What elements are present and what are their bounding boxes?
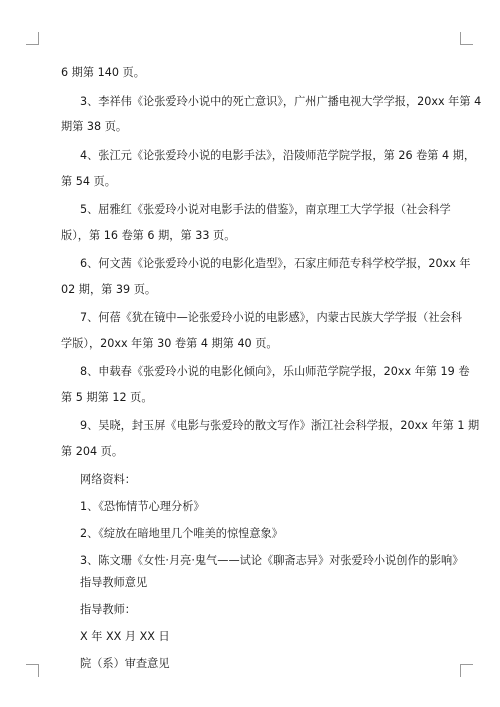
reference-line: 5、屈雅红《张爱玲小说对电影手法的借鉴》，南京理工大学学报（社会科学: [80, 203, 451, 216]
reference-line: 第 204 页。: [61, 445, 124, 458]
corner-mark-bottom-left: [26, 664, 39, 677]
online-reference-line: 3、陈文珊《女性·月亮·鬼气——试论《聊斋志异》对张爱玲小说创作的影响》: [80, 554, 464, 567]
reference-line: 6 期第 140 页。: [61, 66, 145, 79]
advisor-opinion-heading: 指导教师意见: [80, 576, 148, 589]
date-line: X 年 XX 月 XX 日: [80, 630, 170, 643]
reference-line: 8、申载春《张爱玲小说的电影化倾向》，乐山师范学院学报，20xx 年第 19 卷: [80, 365, 470, 378]
reference-line: 版），第 16 卷第 6 期，第 33 页。: [61, 229, 236, 242]
reference-line: 6、何文茜《论张爱玲小说的电影化造型》，石家庄师范专科学校学报，20xx 年: [80, 257, 471, 270]
reference-line: 期第 38 页。: [61, 120, 128, 133]
corner-mark-bottom-right: [460, 664, 473, 677]
reference-line: 02 期，第 39 页。: [61, 283, 157, 296]
section-heading-online: 网络资料：: [80, 473, 136, 486]
reference-line: 4、张江元《论张爱玲小说的电影手法》，沿陵师范学院学报，第 26 卷第 4 期，: [80, 149, 476, 162]
corner-mark-top-left: [26, 32, 39, 45]
corner-mark-top-right: [460, 32, 473, 45]
reference-line: 7、何蓓《犹在镜中—论张爱玲小说的电影感》，内蒙古民族大学学报（社会科: [80, 311, 462, 324]
reference-line: 9、吴晓，封玉屏《电影与张爱玲的散文写作》浙江社会科学报，20xx 年第 1 期: [80, 419, 480, 432]
department-review-heading: 院（系）审查意见: [80, 657, 170, 670]
reference-line: 第 5 期第 12 页。: [61, 391, 153, 404]
reference-line: 3、李祥伟《论张爱玲小说中的死亡意识》，广州广播电视大学学报，20xx 年第 4: [80, 95, 482, 108]
reference-line: 第 54 页。: [61, 175, 116, 188]
online-reference-line: 1、《恐怖情节心理分析》: [80, 500, 205, 513]
online-reference-line: 2、《绽放在暗地里几个唯美的惊惶意象》: [80, 527, 283, 540]
advisor-label: 指导教师：: [80, 603, 136, 616]
reference-line: 学版），20xx 年第 30 卷第 4 期第 40 页。: [61, 337, 278, 350]
